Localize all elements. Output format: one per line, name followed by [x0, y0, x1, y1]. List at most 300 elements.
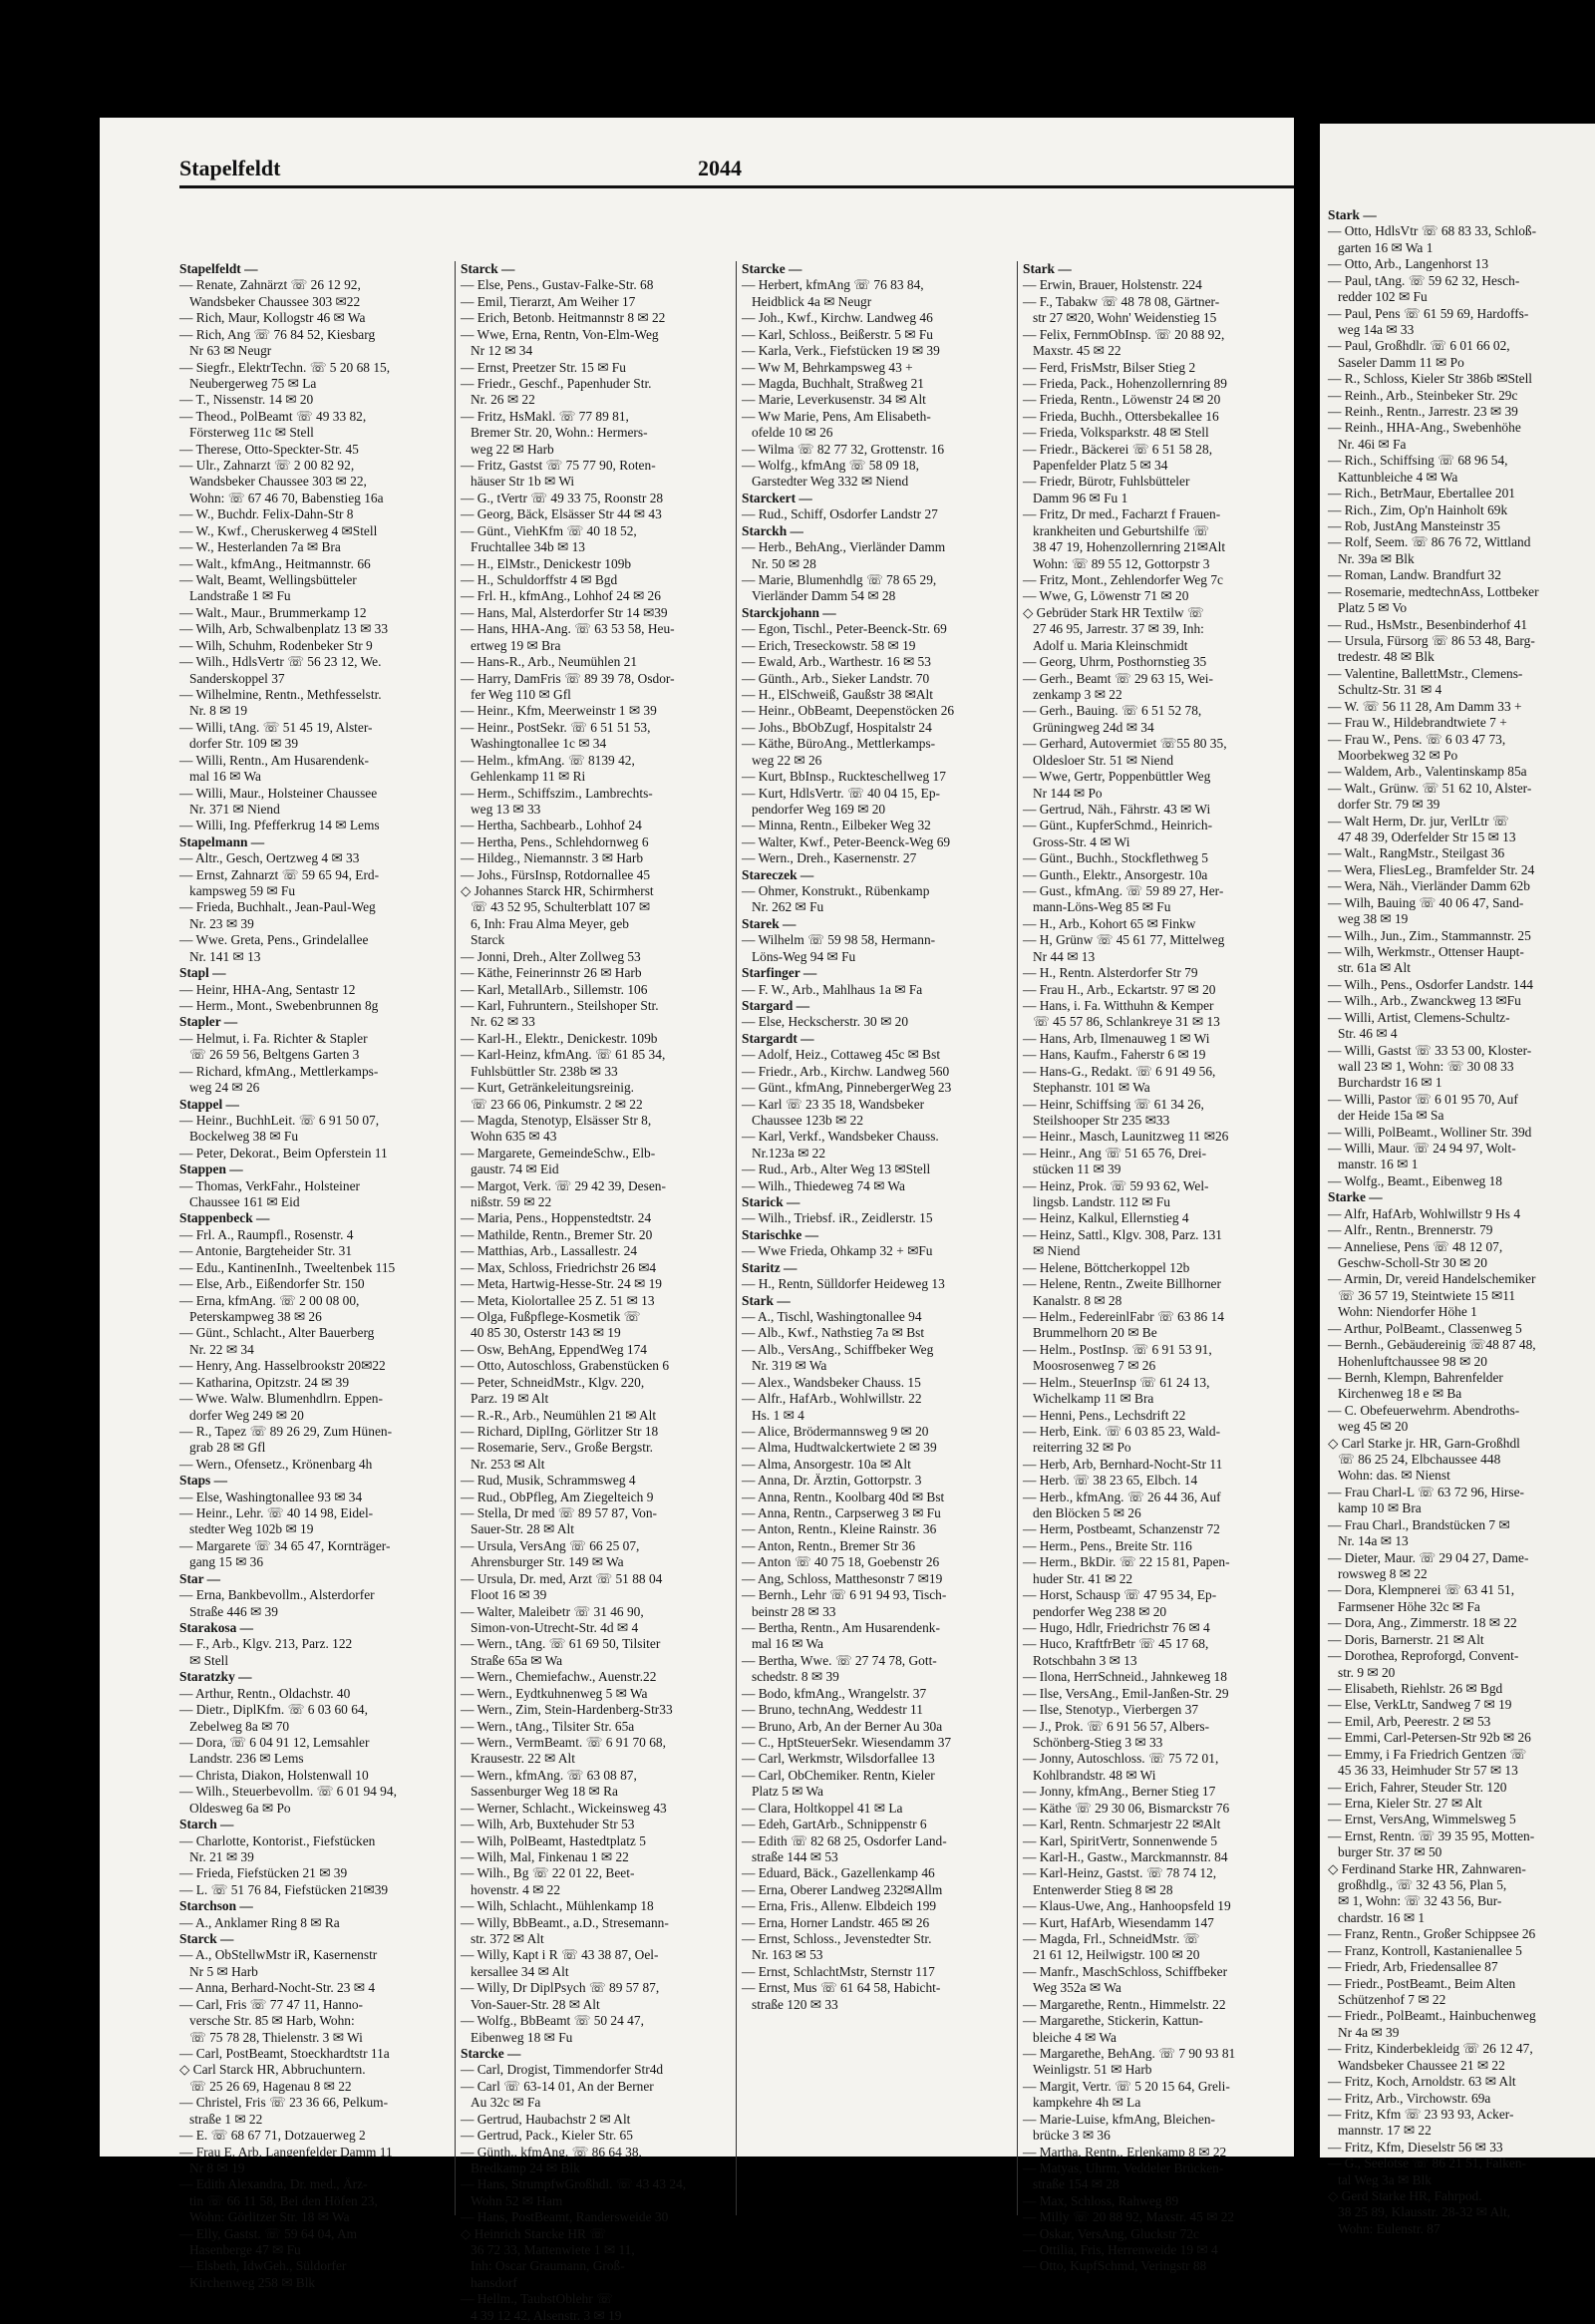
directory-column-3 — [742, 261, 1011, 2013]
directory-entry-line: Wohn: Eulenstr. 87 — [1338, 2220, 1440, 2236]
directory-entry-line: — Otto, Autoschloss, Grabenstücken 6 — [461, 1358, 670, 1374]
directory-entry-line: Chaussee 161 ✉ Eid — [189, 1194, 300, 1210]
directory-column-4 — [1023, 261, 1292, 2275]
directory-entry-line: — Herb. ☏ 38 23 65, Elbch. 14 — [1023, 1473, 1198, 1489]
directory-entry-line: — Roman, Landw. Brandfurt 32 — [1328, 567, 1501, 583]
surname-heading: Stapl — — [179, 965, 226, 981]
directory-entry-line: — Rob, JustAng Mansteinstr 35 — [1328, 518, 1500, 534]
directory-entry-line: Chaussee 123b ✉ 22 — [752, 1112, 864, 1128]
directory-entry-line: Fuhlsbüttler Str. 238b ✉ 33 — [471, 1063, 618, 1079]
directory-entry-line: — Hans, StrumpfwGroßhdl. ☏ 43 43 24, — [461, 2176, 687, 2192]
directory-entry-line: — Kurt, HafArb, Wiesendamm 147 — [1023, 1914, 1214, 1930]
directory-entry-line: Hohenluftchaussee 98 ✉ 20 — [1338, 1353, 1487, 1369]
directory-entry-line: — Karla, Verk., Fiefstücken 19 ✉ 39 — [742, 343, 940, 359]
directory-entry-line: — H., Arb., Kohort 65 ✉ Finkw — [1023, 915, 1196, 931]
directory-entry-line: — Herm, Postbeamt, Schanzenstr 72 — [1023, 1521, 1220, 1537]
directory-entry-line: mannstr. 17 ✉ 22 — [1338, 2123, 1432, 2139]
directory-entry-line: manstr. 16 ✉ 1 — [1338, 1157, 1419, 1172]
directory-entry-line: 6, Inh: Frau Alma Meyer, geb — [471, 915, 629, 931]
directory-entry-line: — Wera, Näh., Vierländer Damm 62b — [1328, 878, 1530, 894]
directory-entry-line: — Reinh., HHA-Ang., Swebenhöhe — [1328, 420, 1521, 436]
directory-entry-line: Landstraße 1 ✉ Fu — [189, 588, 291, 604]
directory-entry-line: — Karl ☏ 23 35 18, Wandsbeker — [742, 1096, 925, 1112]
directory-entry-line: kampsweg 59 ✉ Fu — [189, 883, 296, 899]
directory-entry-line: — Wern., kfmAng. ☏ 63 08 87, — [461, 1767, 637, 1783]
surname-heading: Starck — — [461, 261, 515, 276]
directory-entry-line: ◇ Gerd Starke HR, Fahrpod. — [1328, 2188, 1482, 2204]
directory-entry-line: 21 61 12, Heilwigstr. 100 ✉ 20 — [1033, 1947, 1200, 1963]
directory-entry-line: weg 38 ✉ 19 — [1338, 911, 1409, 927]
directory-entry-line: — F., Arb., Klgv. 213, Parz. 122 — [179, 1636, 353, 1652]
directory-entry-line: — C., HptSteuerSekr. Wiesendamm 37 — [742, 1734, 952, 1750]
directory-entry-line: — Ang, Schloss, Matthesonstr 7 ✉19 — [742, 1570, 943, 1586]
page-gutter — [1294, 118, 1320, 2161]
directory-entry-line: — Wilh., Bg ☏ 22 01 22, Beet- — [461, 1865, 635, 1881]
directory-entry-line: Nr. 39a ✉ Blk — [1338, 550, 1415, 566]
directory-entry-line: — Christel, Fris ☏ 23 36 66, Pelkum- — [179, 2095, 389, 2111]
directory-entry-line: — Bruno, technAng, Weddestr 11 — [742, 1702, 923, 1718]
directory-entry-line: Wohn: das. ✉ Nienst — [1338, 1468, 1450, 1484]
directory-entry-line: — Wilh, Mal, Finkenau 1 ✉ 22 — [461, 1848, 629, 1864]
directory-entry-line: str 27 ✉20, Wohn' Weidenstieg 15 — [1033, 310, 1217, 326]
directory-entry-line: — Georg, Uhrm, Posthornstieg 35 — [1023, 654, 1207, 670]
directory-entry-line: — Alfr., Rentn., Brennerstr. 79 — [1328, 1222, 1493, 1238]
directory-entry-line: Kohlbrandstr. 48 ✉ Wi — [1033, 1767, 1156, 1783]
directory-entry-line: ertweg 19 ✉ Bra — [471, 637, 561, 653]
directory-entry-line: — Emmi, Carl-Petersen-Str 92b ✉ 26 — [1328, 1730, 1531, 1746]
directory-entry-line: — Huco, KraftfrBetr ☏ 45 17 68, — [1023, 1636, 1209, 1652]
directory-entry-line: — Frl. H., kfmAng., Lohhof 24 ✉ 26 — [461, 588, 661, 604]
directory-entry-line: — Karl, MetallArb., Sillemstr. 106 — [461, 981, 648, 997]
directory-entry-line: — Manfr., MaschSchloss, Schiffbeker — [1023, 1963, 1228, 1979]
directory-entry-line: — H, Grünw ☏ 45 61 77, Mittelweg — [1023, 932, 1225, 948]
directory-entry-line: redder 102 ✉ Fu — [1338, 289, 1428, 305]
directory-entry-line: Nr 5 ✉ Harb — [189, 1963, 258, 1979]
directory-entry-line: — Max, Schloss, Rahweg 89 — [1023, 2192, 1179, 2208]
directory-entry-line: straße 144 ✉ 53 — [752, 1848, 838, 1864]
directory-entry-line: — Ferd, FrisMstr, Bilser Stieg 2 — [1023, 359, 1196, 375]
directory-entry-line: dorfer Weg 249 ✉ 20 — [189, 1407, 304, 1423]
directory-entry-line: — Wilh, Arb, Schwalbenplatz 13 ✉ 33 — [179, 621, 389, 637]
directory-entry-line: — Günt., ViehKfm ☏ 40 18 52, — [461, 522, 637, 538]
directory-entry-line: — Heinr., Masch, Launitzweg 11 ✉26 — [1023, 1129, 1229, 1145]
directory-entry-line: — Valentine, BallettMstr., Clemens- — [1328, 665, 1523, 681]
directory-entry-line: — Hugo, Hdlr, Friedrichstr 76 ✉ 4 — [1023, 1620, 1210, 1636]
directory-entry-line: — Walt., Maur., Brummerkamp 12 — [179, 604, 367, 620]
directory-entry-line: — Johs., BbObZugf, Hospitalstr 24 — [742, 719, 932, 735]
directory-entry-line: Kirchenweg 18 e ✉ Ba — [1338, 1386, 1462, 1402]
directory-entry-line: — Ewald, Arb., Warthestr. 16 ✉ 53 — [742, 654, 931, 670]
surname-heading: Stappenbeck — — [179, 1210, 270, 1226]
directory-entry-line: — Adolf, Heiz., Cottaweg 45c ✉ Bst — [742, 1047, 941, 1063]
directory-entry-line: Nr. 23 ✉ 39 — [189, 915, 254, 931]
directory-entry-line: — Peter, SchneidMstr., Klgv. 220, — [461, 1374, 645, 1390]
directory-entry-line: Adolf u. Maria Kleinschmidt — [1033, 637, 1188, 653]
directory-entry-line: — Ursula, Fürsorg ☏ 86 53 48, Barg- — [1328, 632, 1535, 648]
directory-entry-line: — W., Buchdr. Felix-Dahn-Str 8 — [179, 506, 354, 522]
directory-entry-line: — Willi, Maur. ☏ 24 94 97, Wolt- — [1328, 1141, 1516, 1157]
directory-entry-line: — Bruno, Arb, An der Berner Au 30a — [742, 1718, 943, 1734]
directory-entry-line: — Willi, Gastst ☏ 33 53 00, Kloster- — [1328, 1042, 1532, 1058]
directory-entry-line: — Hans, Kaufm., Faherstr 6 ✉ 19 — [1023, 1047, 1206, 1063]
directory-entry-line: Wohn: Görlitzer Str. 18 ✉ Wa — [189, 2209, 350, 2225]
directory-entry-line: — Rosemarie, medtechnAss, Lottbeker — [1328, 583, 1539, 599]
directory-entry-line: — Rich., Zim, Op'n Hainholt 69k — [1328, 501, 1508, 517]
directory-entry-line: der Heide 15a ✉ Sa — [1338, 1108, 1444, 1124]
directory-entry-line: mal 16 ✉ Wa — [752, 1636, 823, 1652]
directory-entry-line: Maxstr. 45 ✉ 22 — [1033, 343, 1121, 359]
directory-entry-line: — Fritz, Dr med., Facharzt f Frauen- — [1023, 506, 1221, 522]
directory-entry-line: Garstedter Weg 332 ✉ Niend — [752, 474, 909, 490]
directory-entry-line: zenkamp 3 ✉ 22 — [1033, 686, 1122, 702]
directory-entry-line: Wandsbeker Chaussee 303 ✉ 22, — [189, 474, 367, 490]
surname-heading: Staratzky — — [179, 1669, 252, 1685]
directory-entry-line: ☏ 25 26 69, Hagenau 8 ✉ 22 — [189, 2078, 352, 2094]
directory-entry-line: — Werner, Schlacht., Wickeinsweg 43 — [461, 1800, 667, 1816]
directory-entry-line: — Joh., Kwf., Kirchw. Landweg 46 — [742, 310, 933, 326]
directory-entry-line: — Emil, Arb, Peerestr. 2 ✉ 53 — [1328, 1713, 1491, 1729]
directory-entry-line: ✉ Niend — [1033, 1243, 1081, 1259]
directory-entry-line: — Anna, Rentn., Koolbarg 40d ✉ Bst — [742, 1489, 945, 1504]
surname-heading: Stappel — — [179, 1096, 239, 1112]
directory-entry-line: weg 45 ✉ 20 — [1338, 1419, 1409, 1435]
directory-entry-line: — Ww M, Behrkampsweg 43 + — [742, 359, 913, 375]
directory-entry-line: tredestr. 48 ✉ Blk — [1338, 649, 1435, 665]
directory-entry-line: Wohn 635 ✉ 43 — [471, 1129, 557, 1145]
directory-entry-line: — Wilh., Thiedeweg 74 ✉ Wa — [742, 1177, 905, 1193]
directory-entry-line: Weg 352a ✉ Wa — [1033, 1980, 1121, 1996]
directory-entry-line: Gross-Str. 4 ✉ Wi — [1033, 833, 1130, 849]
directory-entry-line: fer Weg 110 ✉ Gfl — [471, 686, 571, 702]
directory-entry-line: schedstr. 8 ✉ 39 — [752, 1669, 839, 1685]
directory-entry-line: — Wern., Eydtkuhnenweg 5 ✉ Wa — [461, 1685, 648, 1701]
directory-entry-line: — Charlotte, Kontorist., Fiefstücken — [179, 1832, 376, 1848]
directory-entry-line: — Wwe. Walw. Blumenhdlrn. Eppen- — [179, 1391, 383, 1407]
directory-entry-line: Nr. 22 ✉ 34 — [189, 1341, 254, 1357]
directory-entry-line: — Walter, Maleibetr ☏ 31 46 90, — [461, 1603, 644, 1619]
next-page-column — [1328, 207, 1595, 2237]
directory-column-2 — [461, 261, 730, 2324]
surname-heading: Starckh — — [742, 522, 803, 538]
directory-entry-line: straße 154 ✉ 28 — [1033, 2176, 1119, 2192]
directory-entry-line: gang 15 ✉ 36 — [189, 1554, 264, 1570]
surname-heading: Starch — — [179, 1817, 234, 1832]
directory-entry-line: tin ☏ 66 11 58, Bei den Höfen 23, — [189, 2192, 378, 2208]
directory-entry-line: — Carl ☏ 63-14 01, An der Berner — [461, 2078, 654, 2094]
directory-entry-line: — Edith Alexandra, Dr. med., Ärz- — [179, 2176, 368, 2192]
directory-entry-line: — Friedr., Arb., Kirchw. Landweg 560 — [742, 1063, 950, 1079]
directory-entry-line: Löns-Weg 94 ✉ Fu — [752, 948, 856, 964]
page-number: 2044 — [698, 156, 742, 180]
directory-entry-line: — Günt., KupferSchmd., Heinrich- — [1023, 818, 1213, 833]
directory-entry-line: — Erich, Betonb. Heitmannstr 8 ✉ 22 — [461, 310, 666, 326]
directory-entry-line: — Willi, Artist, Clemens-Schultz- — [1328, 1009, 1510, 1025]
directory-entry-line: — Wilh, Schuhm, Rodenbeker Str 9 — [179, 637, 373, 653]
directory-entry-line: — J., Prok. ☏ 6 91 56 57, Albers- — [1023, 1718, 1210, 1734]
directory-entry-line: — Wilh., Jun., Zim., Stammannstr. 25 — [1328, 927, 1531, 943]
directory-entry-line: — Heinr, Schiffsing ☏ 61 34 26, — [1023, 1096, 1204, 1112]
directory-entry-line: — Clara, Holtkoppel 41 ✉ La — [742, 1800, 903, 1816]
surname-heading: Starckert — — [742, 490, 812, 505]
directory-entry-line: — L. ☏ 51 76 84, Fiefstücken 21✉39 — [179, 1881, 389, 1897]
directory-entry-line: — Erna, kfmAng. ☏ 2 00 08 00, — [179, 1292, 360, 1308]
directory-entry-line: — Wilhelm ☏ 59 98 58, Hermann- — [742, 932, 936, 948]
directory-entry-line: — Alma, Hudtwalckertwiete 2 ✉ 39 — [742, 1440, 937, 1456]
directory-entry-line: — Walt Herm, Dr. jur, VerlLtr ☏ — [1328, 813, 1509, 829]
directory-entry-line: — Bernh, Klempn, Bahrenfelder — [1328, 1369, 1503, 1385]
directory-entry-line: — Kurt, BbInsp., Ruckteschellweg 17 — [742, 769, 946, 785]
directory-entry-line: weg 22 ✉ 26 — [752, 752, 822, 768]
directory-entry-line: — Hans-G., Redakt. ☏ 6 91 49 56, — [1023, 1063, 1216, 1079]
directory-entry-line: — Waldem, Arb., Valentinskamp 85a — [1328, 764, 1527, 780]
directory-entry-line: — Karl, Rentn. Schmarjestr 22 ✉Alt — [1023, 1817, 1221, 1832]
directory-entry-line: ◇ Gebrüder Stark HR Textilw ☏ — [1023, 604, 1204, 620]
directory-entry-line: — Alice, Brödermannsweg 9 ✉ 20 — [742, 1423, 929, 1439]
surname-heading: Starck — — [179, 1931, 234, 1947]
directory-entry-line: weg 24 ✉ 26 — [189, 1080, 260, 1096]
directory-entry-line: Försterweg 11c ✉ Stell — [189, 425, 314, 441]
directory-entry-line: Bockelweg 38 ✉ Fu — [189, 1129, 299, 1145]
directory-entry-line: — Helm., SteuerInsp ☏ 61 24 13, — [1023, 1374, 1210, 1390]
directory-entry-line: — Gerh., Beamt ☏ 29 63 15, Wei- — [1023, 670, 1213, 686]
directory-entry-line: kersallee 34 ✉ Alt — [471, 1963, 569, 1979]
directory-entry-line: — Günth., Arb., Sieker Landstr. 70 — [742, 670, 930, 686]
directory-entry-line: — Frau W., Hildebrandtwiete 7 + — [1328, 715, 1507, 731]
directory-entry-line: — Bernh., Gebäudereinig ☏48 87 48, — [1328, 1337, 1536, 1353]
directory-entry-line: Saseler Damm 11 ✉ Po — [1338, 354, 1464, 370]
directory-entry-line: — Matthias, Arb., Lassallestr. 24 — [461, 1243, 638, 1259]
surname-heading: Stark — — [742, 1292, 791, 1308]
directory-entry-line: — Heinr., Ang ☏ 51 65 76, Drei- — [1023, 1145, 1207, 1161]
directory-entry-line: — Karl-H., Gastw., Marckmannstr. 84 — [1023, 1848, 1228, 1864]
directory-entry-line: — Heinr., BuchhLeit. ☏ 6 91 50 07, — [179, 1112, 380, 1128]
directory-entry-line: — Walt., Grünw. ☏ 51 62 10, Alster- — [1328, 780, 1532, 796]
directory-entry-line: ◇ Johannes Starck HR, Schirmherst — [461, 883, 654, 899]
directory-entry-line: ☏ 36 57 19, Steintwiete 15 ✉11 — [1338, 1287, 1516, 1303]
directory-entry-line: — H., ElMstr., Denickestr 109b — [461, 555, 632, 571]
directory-entry-line: — T., Nissenstr. 14 ✉ 20 — [179, 392, 314, 408]
directory-entry-line: — Hertha, Pens., Schlehdornweg 6 — [461, 833, 649, 849]
directory-entry-line: — Felix, FernmObInsp. ☏ 20 88 92, — [1023, 326, 1225, 342]
directory-entry-line: — Richard, kfmAng., Mettlerkamps- — [179, 1063, 379, 1079]
directory-entry-line: Starck — [471, 932, 505, 948]
directory-entry-line: rowsweg 8 ✉ 22 — [1338, 1566, 1428, 1582]
directory-entry-line: — Marie, Leverkusenstr. 34 ✉ Alt — [742, 392, 926, 408]
surname-heading: Stark — — [1328, 207, 1377, 222]
directory-entry-line: — Johs., FürsInsp, Rotdornallee 45 — [461, 866, 651, 882]
directory-entry-line: — Karl-H., Elektr., Denickestr. 109b — [461, 1030, 658, 1046]
directory-entry-line: — F., Tabakw ☏ 48 78 08, Gärtner- — [1023, 293, 1220, 309]
directory-entry-line: — Osw, BehAng, EppendWeg 174 — [461, 1341, 647, 1357]
directory-entry-line: — Frieda, Volksparkstr. 48 ✉ Stell — [1023, 425, 1209, 441]
directory-entry-line: — Rolf, Seem. ☏ 86 76 72, Wittland — [1328, 534, 1531, 550]
directory-entry-line: versche Str. 85 ✉ Harb, Wohn: — [189, 2013, 355, 2029]
directory-entry-line: — Käthe, BüroAng., Mettlerkamps- — [742, 736, 936, 752]
directory-entry-line: Ahrensburger Str. 149 ✉ Wa — [471, 1554, 624, 1570]
directory-entry-line: — R., Tapez ☏ 89 26 29, Zum Hünen- — [179, 1423, 393, 1439]
directory-entry-line: — Willy, Kapt i R ☏ 43 38 87, Oel- — [461, 1947, 659, 1963]
directory-entry-line: — Wwe, G, Löwenstr 71 ✉ 20 — [1023, 588, 1189, 604]
directory-entry-line: — Heinz, Prok. ☏ 59 93 62, Wel- — [1023, 1177, 1209, 1193]
directory-entry-line: — W. ☏ 56 11 28, Am Damm 33 + — [1328, 698, 1522, 714]
directory-entry-line: — Karl-Heinz, kfmAng. ☏ 61 85 34, — [461, 1047, 666, 1063]
directory-entry-line: — Else, VerkLtr, Sandweg 7 ✉ 19 — [1328, 1697, 1512, 1713]
directory-entry-line: — Alb., Kwf., Nathstieg 7a ✉ Bst — [742, 1325, 925, 1341]
directory-entry-line: — Fritz, Koch, Arnoldstr. 63 ✉ Alt — [1328, 2074, 1516, 2090]
directory-entry-line: ☏ 43 52 95, Schulterblatt 107 ✉ — [471, 899, 651, 915]
surname-heading: Stareczek — — [742, 866, 814, 882]
directory-entry-line: — Wilh., Pens., Osdorfer Landstr. 144 — [1328, 976, 1534, 992]
directory-entry-line: Eibenweg 18 ✉ Fu — [471, 2029, 573, 2045]
directory-entry-line: pendorfer Weg 169 ✉ 20 — [752, 801, 886, 817]
directory-entry-line: — Erna, Horner Landstr. 465 ✉ 26 — [742, 1914, 930, 1930]
directory-entry-line: — Dora, Klempnerei ☏ 63 41 51, — [1328, 1582, 1515, 1598]
directory-entry-line: — H., ElSchweiß, Gaußstr 38 ✉Alt — [742, 686, 933, 702]
directory-entry-line: — Wera, FliesLeg., Bramfelder Str. 24 — [1328, 861, 1535, 877]
directory-entry-line: brücke 3 ✉ 36 — [1033, 2128, 1111, 2144]
directory-entry-line: — Wilh, Bauing ☏ 40 06 47, Sand- — [1328, 894, 1524, 910]
directory-entry-line: ◇ Carl Starke jr. HR, Garn-Großhdl — [1328, 1435, 1520, 1451]
directory-entry-line: — Ilona, HerrSchneid., Jahnkeweg 18 — [1023, 1669, 1227, 1685]
directory-entry-line: — Willi, Pastor ☏ 6 01 95 70, Auf — [1328, 1091, 1518, 1107]
directory-entry-line: — Herb, Arb, Bernhard-Nocht-Str 11 — [1023, 1456, 1223, 1472]
directory-entry-line: — Ohmer, Konstrukt., Rübenkamp — [742, 883, 930, 899]
directory-entry-line: — Rud, Musik, Schrammsweg 4 — [461, 1473, 636, 1489]
directory-entry-line: Inh: Oscar Graumann, Groß- — [471, 2258, 625, 2274]
directory-entry-line: — Wilh, Arb, Buxtehuder Str 53 — [461, 1817, 635, 1832]
directory-entry-line: — Richard, DiplIng, Görlitzer Str 18 — [461, 1423, 659, 1439]
directory-entry-line: — Wern., VermBeamt. ☏ 6 91 70 68, — [461, 1734, 666, 1750]
directory-entry-line: — Herb., BehAng., Vierländer Damm — [742, 539, 946, 555]
directory-entry-line: Stephanstr. 101 ✉ Wa — [1033, 1080, 1150, 1096]
directory-entry-line: Bremer Str. 20, Wohn.: Hermers- — [471, 425, 648, 441]
directory-entry-line: Oldesweg 6a ✉ Po — [189, 1800, 291, 1816]
directory-entry-line: — Otto, KupfSchmd, Veringstr 88 — [1023, 2258, 1207, 2274]
directory-entry-line: ofelde 10 ✉ 26 — [752, 425, 833, 441]
directory-entry-line: — Armin, Dr, vereid Handelschemiker — [1328, 1271, 1536, 1287]
directory-entry-line: Oldesloer Str. 51 ✉ Niend — [1033, 752, 1174, 768]
directory-entry-line: — Rud., Arb., Alter Weg 13 ✉Stell — [742, 1162, 931, 1177]
directory-entry-line: — Heinz, Kalkul, Ellernstieg 4 — [1023, 1210, 1189, 1226]
directory-entry-line: — Rich, Maur, Kollogstr 46 ✉ Wa — [179, 310, 366, 326]
directory-page — [100, 118, 1294, 2323]
directory-entry-line: — Doris, Barnerstr. 21 ✉ Alt — [1328, 1631, 1484, 1647]
directory-entry-line: — Paul, Großhdlr. ☏ 6 01 66 02, — [1328, 338, 1510, 354]
directory-entry-line: Hasenberge 47 ✉ Fu — [189, 2242, 301, 2258]
directory-entry-line: — Kurt, HdlsVertr. ☏ 40 04 15, Ep- — [742, 785, 940, 801]
directory-entry-line: — Herbert, kfmAng ☏ 76 83 84, — [742, 277, 924, 293]
directory-entry-line: Zebelweg 8a ✉ 70 — [189, 1718, 290, 1734]
directory-entry-line: — C. Obefeuerwehrm. Abendroths- — [1328, 1402, 1520, 1418]
directory-entry-line: Krausestr. 22 ✉ Alt — [471, 1751, 575, 1767]
directory-entry-line: — Ottilia, Fris, Herrenweide 19 ✉ 4 — [1023, 2242, 1218, 2258]
directory-entry-line: — Magda, Frl., SchneidMstr. ☏ — [1023, 1931, 1200, 1947]
directory-entry-line: Nr. 163 ✉ 53 — [752, 1947, 823, 1963]
directory-entry-line: — Wilh, PolBeamt, Hastedtplatz 5 — [461, 1832, 646, 1848]
surname-heading: Stappen — — [179, 1162, 243, 1177]
directory-entry-line: — Carl, ObChemiker. Rentn, Kieler — [742, 1767, 935, 1783]
directory-entry-line: — W., Hesterlanden 7a ✉ Bra — [179, 539, 341, 555]
directory-entry-line: Sassenburger Weg 18 ✉ Ra — [471, 1784, 618, 1800]
directory-entry-line: — Frau Charl., Brandstücken 7 ✉ — [1328, 1516, 1510, 1532]
directory-entry-line: — Rich., Schiffsing ☏ 68 96 54, — [1328, 453, 1508, 469]
directory-entry-line: — R., Schloss, Kieler Str 386b ✉Stell — [1328, 371, 1533, 387]
directory-entry-line: — Altr., Gesch, Oertzweg 4 ✉ 33 — [179, 850, 360, 866]
directory-entry-line: — Frieda, Buchhalt., Jean-Paul-Weg — [179, 899, 376, 915]
directory-entry-line: Nr 63 ✉ Neugr — [189, 343, 272, 359]
directory-entry-line: — Friedr., Bäckerei ☏ 6 51 58 28, — [1023, 441, 1213, 457]
surname-heading: Starchson — — [179, 1898, 253, 1914]
directory-entry-line: — Carl, PostBeamt, Stoeckhardtstr 11a — [179, 2045, 390, 2061]
directory-entry-line: — Margarete, GemeindeSchw., Elb- — [461, 1145, 656, 1161]
surname-heading: Staps — — [179, 1473, 227, 1489]
directory-entry-line: Grüningweg 24d ✉ 34 — [1033, 719, 1154, 735]
directory-entry-line: — Emmy, i Fa Friedrich Gentzen ☏ — [1328, 1746, 1527, 1762]
directory-entry-line: dorfer Str. 109 ✉ 39 — [189, 736, 299, 752]
directory-entry-line: — Frau Charl-L ☏ 63 72 96, Hirse- — [1328, 1484, 1524, 1499]
directory-entry-line: Nr. 14a ✉ 13 — [1338, 1533, 1409, 1549]
directory-entry-line: — Else, Arb., Eißendorfer Str. 150 — [179, 1276, 365, 1292]
directory-entry-line: — Georg, Bäck, Elsässer Str 44 ✉ 43 — [461, 506, 662, 522]
directory-entry-line: — Wilh, Werkmstr., Ottenser Haupt- — [1328, 943, 1524, 959]
directory-entry-line: — G., Seelotse ☏ 86 21 51, Falken- — [1328, 2156, 1526, 2171]
directory-entry-line: — Frieda, Fiefstücken 21 ✉ 39 — [179, 1865, 348, 1881]
directory-entry-line: Burchardstr 16 ✉ 1 — [1338, 1075, 1442, 1091]
directory-entry-line: — Hans, i. Fa. Witthuhn & Kemper — [1023, 997, 1214, 1013]
directory-entry-line: — Minna, Rentn., Eilbeker Weg 32 — [742, 818, 931, 833]
directory-entry-line: straße 1 ✉ 22 — [189, 2111, 263, 2127]
directory-entry-line: — Gunth., Elektr., Ansorgestr. 10a — [1023, 866, 1208, 882]
directory-entry-line: — Heinr., Lehr. ☏ 40 14 98, Eidel- — [179, 1505, 374, 1521]
directory-entry-line: — Herb., kfmAng. ☏ 26 44 36, Auf — [1023, 1489, 1221, 1504]
directory-entry-line: — Meta, Kiolortallee 25 Z. 51 ✉ 13 — [461, 1292, 655, 1308]
directory-entry-line: ✉ 1, Wohn: ☏ 32 43 56, Bur- — [1338, 1893, 1502, 1909]
directory-entry-line: pendorfer Weg 238 ✉ 20 — [1033, 1603, 1167, 1619]
directory-entry-line: — A., ObStellwMstr iR, Kasernenstr — [179, 1947, 378, 1963]
directory-entry-line: — Günt., Schlacht., Alter Bauerberg — [179, 1325, 375, 1341]
directory-entry-line: — Wolfg., BbBeamt ☏ 50 24 47, — [461, 2013, 644, 2029]
directory-entry-line: Straße 65a ✉ Wa — [471, 1652, 563, 1668]
directory-entry-line: — Theod., PolBeamt ☏ 49 33 82, — [179, 408, 367, 424]
directory-entry-line: Simon-von-Utrecht-Str. 4d ✉ 4 — [471, 1620, 639, 1636]
directory-entry-line: 38 47 19, Hohenzollernring 21✉Alt — [1033, 539, 1226, 555]
directory-entry-line: — Ernst, SchlachtMstr, Sternstr 117 — [742, 1963, 935, 1979]
directory-entry-line: — Willi, tAng. ☏ 51 45 19, Alster- — [179, 719, 373, 735]
directory-entry-line: — Margot, Verk. ☏ 29 42 39, Desen- — [461, 1177, 666, 1193]
directory-entry-line: — Günt., kfmAng, PinnebergerWeg 23 — [742, 1080, 952, 1096]
directory-entry-line: — Hildeg., Niemannstr. 3 ✉ Harb — [461, 850, 644, 866]
directory-entry-line: — Fritz, Kinderbekleidg ☏ 26 12 47, — [1328, 2041, 1533, 2057]
directory-entry-line: — A., Tischl, Washingtonallee 94 — [742, 1309, 922, 1324]
directory-entry-line: — Ilse, Stenotyp., Vierbergen 37 — [1023, 1702, 1199, 1718]
next-page — [1320, 124, 1595, 2236]
directory-entry-line: — Ww Marie, Pens, Am Elisabeth- — [742, 408, 931, 424]
directory-entry-line: — Max, Schloss, Friedrichstr 26 ✉4 — [461, 1259, 657, 1275]
directory-entry-line: — Meta, Hartwig-Hesse-Str. 24 ✉ 19 — [461, 1276, 663, 1292]
directory-entry-line: weg 13 ✉ 33 — [471, 801, 541, 817]
directory-entry-line: burger Str. 37 ✉ 50 — [1338, 1844, 1442, 1860]
directory-entry-line: Heidblick 4a ✉ Neugr — [752, 293, 872, 309]
directory-entry-line: 38 25 89, Klausstr. 28-32 ✉ Alt, — [1338, 2204, 1511, 2220]
directory-entry-line: — Marie-Luise, kfmAng, Bleichen- — [1023, 2111, 1215, 2127]
directory-entry-line: — Henni, Pens., Lechsdrift 22 — [1023, 1407, 1186, 1423]
directory-entry-line: — Willi, Rentn., Am Husarendenk- — [179, 752, 370, 768]
surname-heading: Starek — — [742, 915, 797, 931]
directory-entry-line: — Fritz, Mont., Zehlendorfer Weg 7c — [1023, 572, 1223, 588]
column-divider — [455, 261, 456, 2215]
directory-entry-line: Fruchtallee 34b ✉ 13 — [471, 539, 585, 555]
directory-entry-line: — Heinr, HHA-Ang, Sentastr 12 — [179, 981, 356, 997]
